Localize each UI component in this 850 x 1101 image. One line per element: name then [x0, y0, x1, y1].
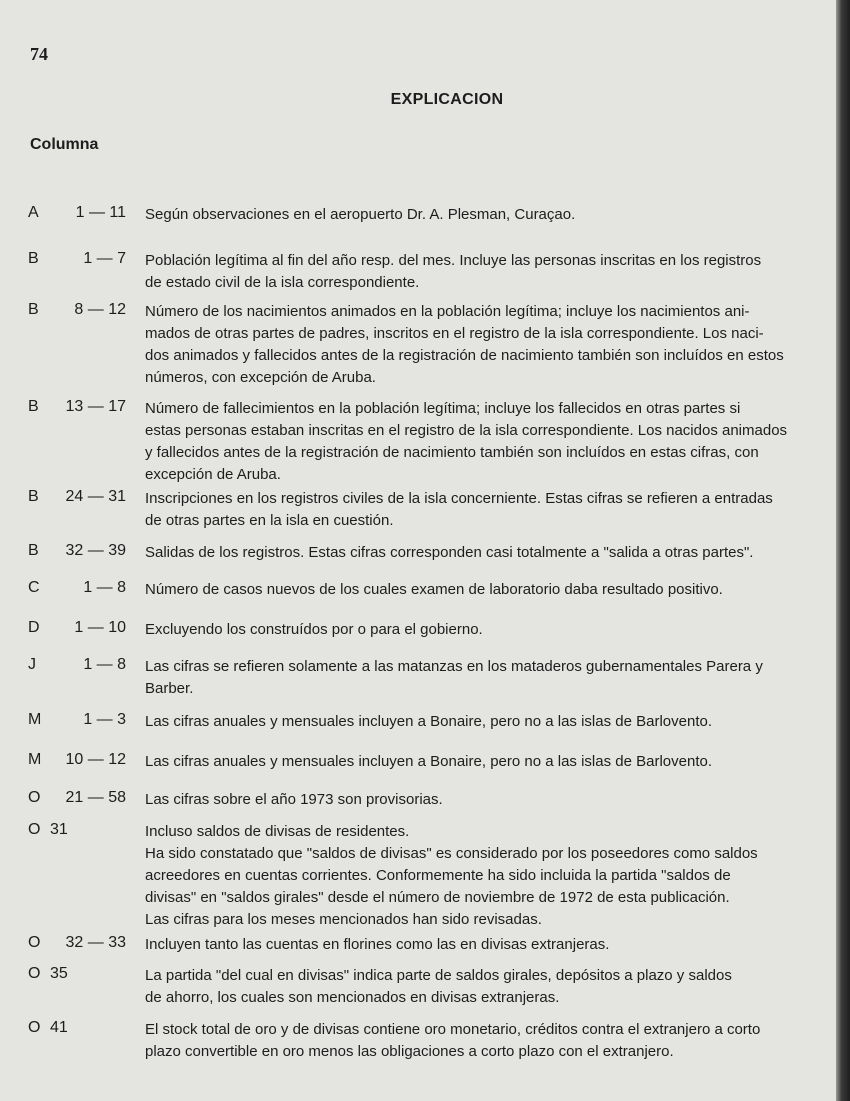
explanation-entry — [0, 204, 836, 230]
description-line: Incluso saldos de divisas de residentes. — [145, 823, 410, 840]
explanation-entry — [0, 934, 836, 960]
entry-column-letter: B — [28, 301, 39, 318]
entry-description — [145, 965, 732, 1009]
explanation-entry — [0, 542, 836, 568]
entry-description — [145, 542, 753, 564]
description-line: Las cifras se refieren solamente a las matanzas en los mataderos gubernamentales Parera y — [145, 658, 763, 675]
page-number: 74 — [30, 44, 48, 64]
entry-column-letter: O — [28, 934, 41, 951]
explanation-entry — [0, 250, 836, 298]
description-line: Las cifras anuales y mensuales incluyen a Bonaire, pero no a las islas de Barlovento. — [145, 753, 712, 770]
description-line: Incluyen tanto las cuentas en florines como las en divisas extranjeras. — [145, 936, 610, 953]
description-line: Inscripciones en los registros civiles de la isla concerniente. Estas cifras se refieren a entradas — [145, 490, 773, 507]
column-heading: Columna — [30, 136, 99, 153]
entry-description — [145, 934, 609, 956]
entry-column-letter: O — [28, 1019, 41, 1036]
entry-column-range: 1 — 7 — [83, 250, 126, 267]
entry-column-letter: M — [28, 711, 42, 728]
entry-column-letter: O — [28, 965, 41, 982]
explanation-entry — [0, 965, 836, 1013]
entry-column-range: 41 — [50, 1019, 68, 1036]
entry-column-letter: M — [28, 751, 42, 768]
entry-column-range: 8 — 12 — [74, 301, 126, 318]
entry-description — [145, 656, 763, 700]
entry-column-letter: B — [28, 250, 39, 267]
entry-column-range: 10 — 12 — [65, 751, 126, 768]
explanation-entry — [0, 1019, 836, 1067]
description-line: Población legítima al fin del año resp. del mes. Incluye las personas inscritas en los registros — [145, 252, 762, 269]
description-line: Número de los nacimientos animados en la población legítima; incluye los nacimientos ani- — [145, 303, 750, 320]
description-line: Barber. — [145, 680, 194, 697]
entry-column-letter: B — [28, 398, 39, 415]
explanation-entry — [0, 488, 836, 536]
entry-description — [145, 579, 723, 601]
explanation-entry — [0, 656, 836, 704]
description-line: divisas" en "saldos girales" desde el número de noviembre de 1972 de esta publicación. — [145, 889, 730, 906]
page-binding-edge — [836, 0, 850, 1101]
entry-column-letter: J — [28, 656, 36, 673]
entry-description — [145, 250, 761, 294]
entry-description — [145, 398, 787, 486]
page-title: EXPLICACION — [390, 91, 504, 108]
entry-column-range: 1 — 8 — [83, 579, 126, 596]
explanation-entry — [0, 579, 836, 605]
entry-column-range: 13 — 17 — [65, 398, 126, 415]
explanation-entry — [0, 789, 836, 815]
explanation-entry — [0, 398, 836, 490]
entry-description — [145, 789, 443, 811]
description-line: excepción de Aruba. — [145, 466, 281, 483]
description-line: Número de fallecimientos en la población legítima; incluye los fallecidos en otras partes si — [145, 400, 741, 417]
entry-column-range: 1 — 8 — [83, 656, 126, 673]
entry-column-range: 32 — 33 — [65, 934, 126, 951]
entry-description — [145, 301, 784, 389]
description-line: Número de casos nuevos de los cuales examen de laboratorio daba resultado positivo. — [145, 581, 723, 598]
entry-description — [145, 488, 773, 532]
description-line: Excluyendo los construídos por o para el gobierno. — [145, 621, 483, 638]
explanation-entry — [0, 619, 836, 645]
description-line: Las cifras sobre el año 1973 son provisorias. — [145, 791, 443, 808]
entry-description — [145, 204, 575, 226]
entry-column-range: 31 — [50, 821, 68, 838]
description-line: estas personas estaban inscritas en el registro de la isla correspondiente. Los nacidos animados — [145, 422, 788, 439]
entry-column-letter: C — [28, 579, 40, 596]
entry-column-range: 32 — 39 — [65, 542, 126, 559]
explanation-entry — [0, 821, 836, 935]
explanation-entry — [0, 751, 836, 777]
entry-description — [145, 711, 712, 733]
entry-description — [145, 619, 483, 641]
description-line: de otras partes en la isla en cuestión. — [145, 512, 394, 529]
entry-column-range: 1 — 11 — [75, 204, 126, 221]
description-line: dos animados y fallecidos antes de la registración de nacimiento también son incluídos en estos — [145, 347, 784, 364]
entry-column-letter: A — [28, 204, 39, 221]
explanation-entry — [0, 301, 836, 393]
entry-description — [145, 1019, 760, 1063]
entry-column-range: 35 — [50, 965, 68, 982]
entry-column-letter: O — [28, 821, 41, 838]
description-line: El stock total de oro y de divisas contiene oro monetario, créditos contra el extranjero a corto — [145, 1021, 761, 1038]
entry-column-range: 21 — 58 — [65, 789, 126, 806]
entry-column-range: 1 — 10 — [74, 619, 126, 636]
entry-column-letter: B — [28, 542, 39, 559]
description-line: Las cifras para los meses mencionados han sido revisadas. — [145, 911, 542, 928]
entry-column-range: 1 — 3 — [83, 711, 126, 728]
description-line: mados de otras partes de padres, inscritos en el registro de la isla correspondiente. Los naci- — [145, 325, 764, 342]
description-line: números, con excepción de Aruba. — [145, 369, 376, 386]
description-line: La partida "del cual en divisas" indica parte de saldos girales, depósitos a plazo y saldos — [145, 967, 732, 984]
entry-column-letter: D — [28, 619, 40, 636]
description-line: Ha sido constatado que "saldos de divisas" es considerado por los poseedores como saldos — [145, 845, 758, 862]
description-line: plazo convertible en oro menos las obligaciones a corto plazo con el extranjero. — [145, 1043, 674, 1060]
description-line: Las cifras anuales y mensuales incluyen a Bonaire, pero no a las islas de Barlovento. — [145, 713, 712, 730]
entry-column-range: 24 — 31 — [65, 488, 126, 505]
description-line: acreedores en cuentas corrientes. Conformemente ha sido incluida la partida "saldos de — [145, 867, 731, 884]
description-line: Según observaciones en el aeropuerto Dr. A. Plesman, Curaçao. — [145, 206, 576, 223]
description-line: Salidas de los registros. Estas cifras corresponden casi totalmente a "salida a otras partes". — [145, 544, 754, 561]
entry-column-letter: O — [28, 789, 41, 806]
entry-column-letter: B — [28, 488, 39, 505]
description-line: de estado civil de la isla correspondiente. — [145, 274, 420, 291]
entry-description — [145, 751, 712, 773]
description-line: y fallecidos antes de la registración de nacimiento también son incluídos en estas cifras, con — [145, 444, 759, 461]
explanation-entry — [0, 711, 836, 737]
description-line: de ahorro, los cuales son mencionados en divisas extranjeras. — [145, 989, 560, 1006]
entry-description — [145, 821, 758, 931]
